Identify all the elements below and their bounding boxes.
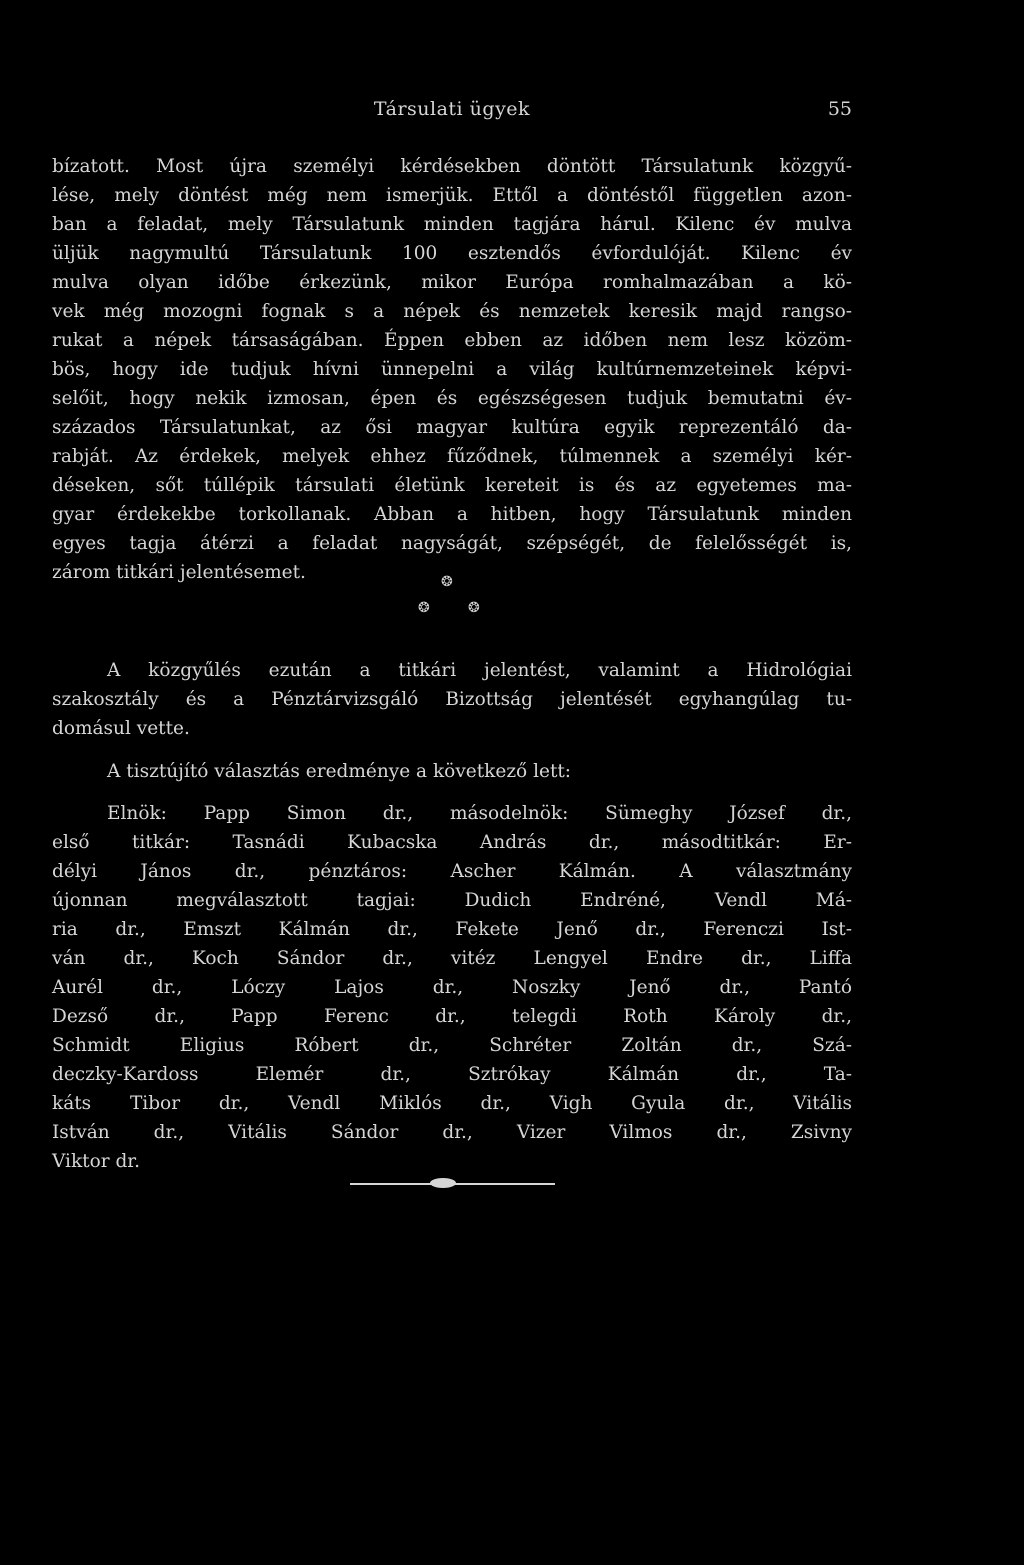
text-line: százados Társulatunkat, az ősi magyar kultúra egyik reprezentáló da- — [52, 417, 852, 438]
text-line: Schmidt Eligius Róbert dr., Schréter Zoltán dr., Szá- — [52, 1035, 852, 1056]
ornament-icon: ❂ — [468, 600, 480, 616]
text-line: bös, hogy ide tudjuk hívni ünnepelni a világ kultúrnemzeteinek képvi- — [52, 359, 852, 380]
text-line: mulva olyan időbe érkezünk, mikor Európa romhalmazában a kö- — [52, 272, 852, 293]
text-line: A tisztújító választás eredménye a következő lett: — [107, 761, 572, 782]
text-line: gyar érdekekbe torkollanak. Abban a hitben, hogy Társulatunk minden — [52, 504, 852, 525]
running-header — [52, 98, 852, 128]
text-line: Aurél dr., Lóczy Lajos dr., Noszky Jenő dr., Pantó — [52, 977, 852, 998]
rule-ornament-icon — [430, 1178, 456, 1188]
header-title: Társulati ügyek — [373, 98, 531, 120]
text-line: bízatott. Most újra személyi kérdésekben döntött Társulatunk közgyű- — [52, 156, 852, 177]
text-line: rukat a népek társaságában. Éppen ebben az időben nem lesz közöm- — [52, 330, 852, 351]
text-line: István dr., Vitális Sándor dr., Vizer Vilmos dr., Zsivny — [52, 1122, 852, 1143]
text-line: egyes tagja átérzi a feladat nagyságát, szépségét, de felelősségét is, — [52, 533, 852, 554]
text-line: selőit, hogy nekik izmosan, épen és egészségesen tudjuk bemutatni év- — [52, 388, 852, 409]
text-line: Dezső dr., Papp Ferenc dr., telegdi Roth Károly dr., — [52, 1006, 852, 1027]
ornament-icon: ❂ — [441, 574, 453, 590]
text-line: káts Tibor dr., Vendl Miklós dr., Vigh Gyula dr., Vitális — [52, 1093, 852, 1114]
text-line: zárom titkári jelentésemet. — [52, 562, 306, 583]
text-line: Viktor dr. — [52, 1151, 140, 1172]
text-line: ban a feladat, mely Társulatunk minden tagjára hárul. Kilenc év mulva — [52, 214, 852, 235]
text-line: domásul vette. — [52, 718, 190, 739]
text-line: A közgyűlés ezután a titkári jelentést, valamint a Hidrológiai — [107, 660, 852, 681]
text-line: újonnan megválasztott tagjai: Dudich Endréné, Vendl Má- — [52, 890, 852, 911]
ornament-icon: ❂ — [418, 600, 430, 616]
text-line: ria dr., Emszt Kálmán dr., Fekete Jenő dr., Ferenczi Ist- — [52, 919, 852, 940]
text-line: első titkár: Tasnádi Kubacska András dr., másodtitkár: Er- — [52, 832, 852, 853]
text-line: lése, mely döntést még nem ismerjük. Ettől a döntéstől független azon- — [52, 185, 852, 206]
text-line: déseken, sőt túllépik társulati életünk kereteit is és az egyetemes ma- — [52, 475, 852, 496]
text-line: rabját. Az érdekek, melyek ehhez fűződnek, túlmennek a személyi kér- — [52, 446, 852, 467]
text-line: Elnök: Papp Simon dr., másodelnök: Sümeghy József dr., — [107, 803, 852, 824]
text-line: üljük nagymultú Társulatunk 100 esztendős évfordulóját. Kilenc év — [52, 243, 852, 264]
text-line: deczky-Kardoss Elemér dr., Sztrókay Kálmán dr., Ta- — [52, 1064, 852, 1085]
text-line: szakosztály és a Pénztárvizsgáló Bizottság jelentését egyhangúlag tu- — [52, 689, 852, 710]
text-line: vek még mozogni fognak s a népek és nemzetek keresik majd rangso- — [52, 301, 852, 322]
text-line: délyi János dr., pénztáros: Ascher Kálmán. A választmány — [52, 861, 852, 882]
text-line: ván dr., Koch Sándor dr., vitéz Lengyel Endre dr., Liffa — [52, 948, 852, 969]
page-number: 55 — [827, 98, 852, 120]
